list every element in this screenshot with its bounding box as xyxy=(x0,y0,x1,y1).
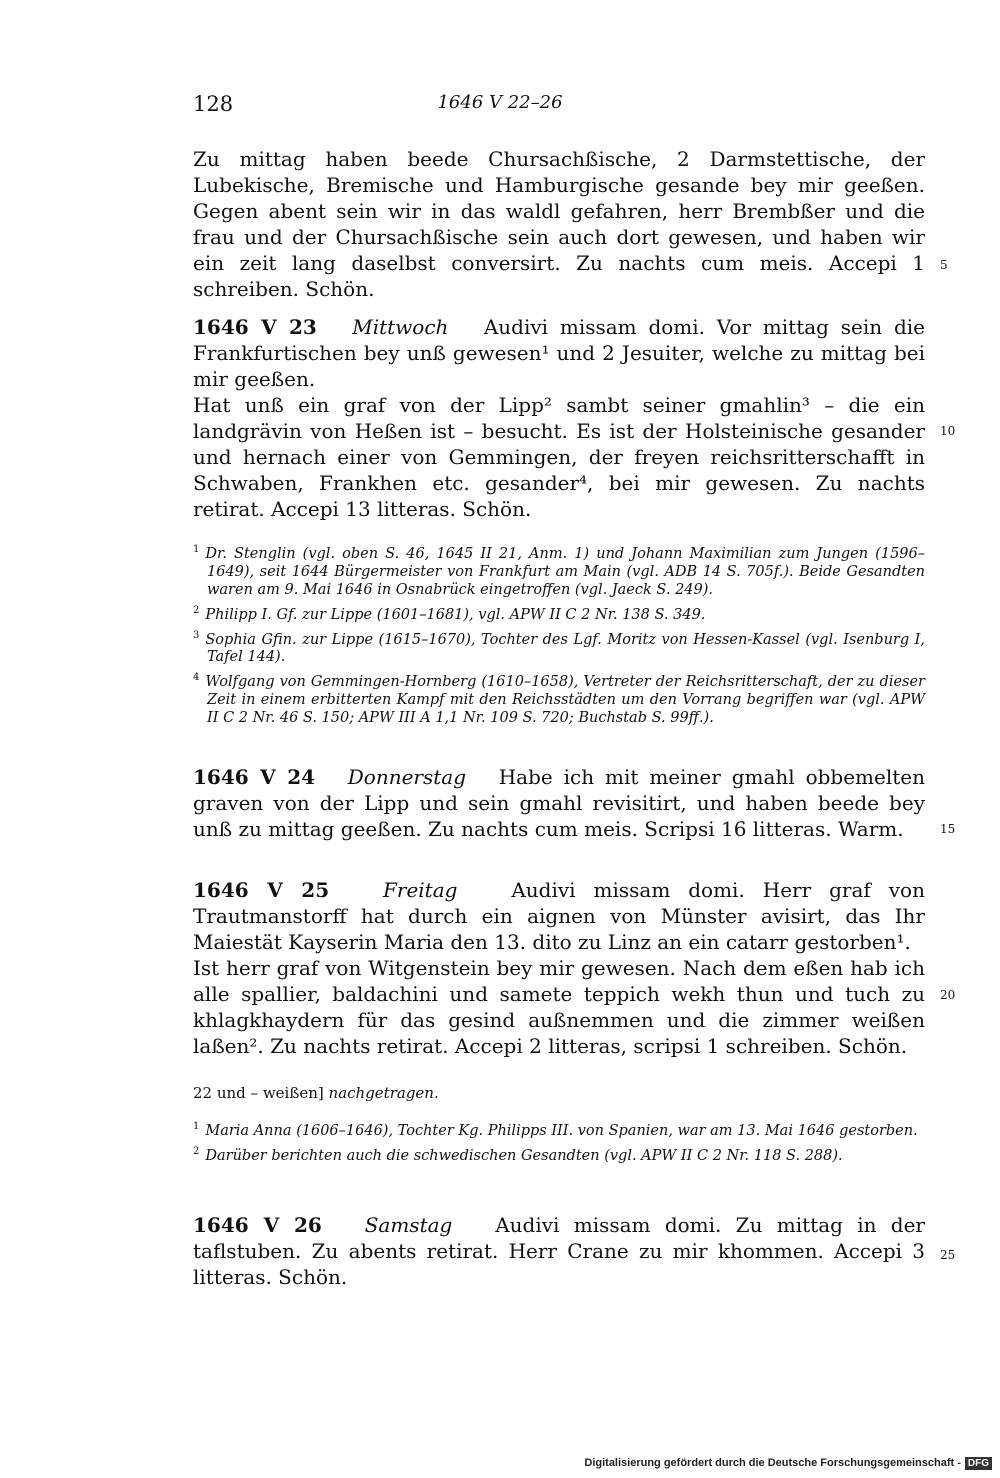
entry-1646-v-24 xyxy=(193,764,925,842)
dfg-logo: DFG xyxy=(965,1457,992,1470)
footnote: $^4$ Wolfgang von Gemmingen-Hornberg (1610–1658), Vertreter der Reichsritterschaft, der zu dieser Zeit in einem erbitterten Kampf mit den Reichsstädten um den Vorrang begriffen war (vgl. APW II C 2 Nr. 46 S. 150; APW III A 1,1 Nr. 109 S. 720; Buchstab S. 99ff.). xyxy=(193,672,925,727)
entry-paragraph xyxy=(193,314,925,392)
text-critical-note: 22 und – weißen] nachgetragen. xyxy=(193,1084,439,1102)
entry-text: Audivi missam domi. Zu mittag in der taflstuben. Zu abents retirat. Herr Crane zu mir khommen. Accepi 3 litteras. Schön. xyxy=(193,1213,925,1289)
footnote: $^1$ Maria Anna (1606–1646), Tochter Kg. Philipps III. von Spanien, war am 13. Mai 1646 gestorben. xyxy=(193,1121,918,1139)
entry-day: Donnerstag xyxy=(347,765,467,789)
entry-paragraph xyxy=(193,764,925,842)
footnote: $^2$ Darüber berichten auch die schwedischen Gesandten (vgl. APW II C 2 Nr. 118 S. 288). xyxy=(193,1145,843,1164)
footnote: $^2$ Philipp I. Gf. zur Lippe (1601–1681), vgl. APW II C 2 Nr. 138 S. 349. xyxy=(193,604,706,623)
footnotes-25 xyxy=(193,1118,925,1168)
entry-1646-v-25 xyxy=(193,877,925,1059)
line-number: 20 xyxy=(940,988,956,1002)
line-number: 5 xyxy=(940,258,948,272)
entry-paragraph xyxy=(193,1212,925,1290)
line-number: 25 xyxy=(940,1248,956,1262)
footnote: $^1$ Dr. Stenglin (vgl. oben S. 46, 1645 II 21, Anm. 1) und Johann Maximilian zum Jungen (1596–1649), seit 1644 Bürgermeister von Frankfurt am Main (vgl. ADB 14 S. 705f.). Beide Gesandten waren am 9. Mai 1646 in Osnabrück eingetroffen (vgl. Jaeck S. 249). xyxy=(193,544,925,598)
entry-paragraph xyxy=(193,877,925,955)
entry-day: Freitag xyxy=(383,878,458,902)
entry-day: Samstag xyxy=(364,1213,453,1237)
entry-date: 1646 V 26 xyxy=(193,1213,322,1237)
entry-paragraph-2: Hat unß ein graf von der Lipp² sambt seiner gmahlin³ – die ein landgrävin von Heßen ist – besucht. Es ist der Holsteinische gesander und hernach einer von Gemmingen, der freyen reichsritterschafft in Schwaben, Frankhen etc. gesander⁴, bei mir gewesen. Zu nachts retirat. Accepi 13 litteras. Schön. xyxy=(193,393,925,521)
entry-1646-v-23 xyxy=(193,314,925,522)
line-number: 15 xyxy=(940,822,956,836)
entry-paragraph-2: Ist herr graf von Witgenstein bey mir gewesen. Nach dem eßen hab ich alle spallier, baldachini und samete teppich wekh thun und tuch zu khlagkhaydern für das gesind außnemmen und die zimmer weißen laßen². Zu nachts retirat. Accepi 2 litteras, scripsi 1 schreiben. Schön. xyxy=(193,956,925,1058)
line-number: 10 xyxy=(940,424,956,438)
entry-day: Mittwoch xyxy=(352,315,449,339)
entry-date: 1646 V 24 xyxy=(193,765,316,789)
entry-date: 1646 V 23 xyxy=(193,315,317,339)
intro-block xyxy=(193,146,925,302)
page-number: 128 xyxy=(193,92,234,116)
entry-text: Audivi missam domi. Vor mittag sein die Frankfurtischen bey unß gewesen¹ und 2 Jesuiter, welche zu mittag bei mir geeßen. xyxy=(193,315,925,391)
entry-1646-v-26 xyxy=(193,1212,925,1290)
footnotes-23 xyxy=(193,541,925,730)
footer-text: Digitalisierung gefördert durch die Deutsche Forschungsgemeinschaft - xyxy=(584,1457,961,1469)
entry-date: 1646 V 25 xyxy=(193,878,330,902)
digitization-footer xyxy=(584,1457,992,1470)
running-title: 1646 V 22–26 xyxy=(437,92,563,113)
footnote: $^3$ Sophia Gfin. zur Lippe (1615–1670), Tochter des Lgf. Moritz von Hessen-Kassel (vgl. Isenburg I, Tafel 144). xyxy=(193,629,925,666)
entry-text: Audivi missam domi. Herr graf von Trautmanstorff hat durch ein aignen von Münster avisirt, das Ihr Maiestät Kayserin Maria den 13. dito zu Linz an ein catarr gestorben¹. xyxy=(193,878,925,954)
entry-text: Habe ich mit meiner gmahl obbemelten graven von der Lipp und sein gmahl revisitirt, und haben beede bey unß zu mittag geeßen. Zu nachts cum meis. Scripsi 16 litteras. Warm. xyxy=(193,765,926,841)
intro-paragraph: Zu mittag haben beede Chursachßische, 2 Darmstettische, der Lubekische, Bremische und Hamburgische gesande bey mir geeßen. Gegen abent sein wir in das waldl gefahren, herr Brembßer und die frau und der Chursachßische sein auch dort gewesen, und haben wir ein zeit lang daselbst conversirt. Zu nachts cum meis. Accepi 1 schreiben. Schön. xyxy=(193,147,925,301)
